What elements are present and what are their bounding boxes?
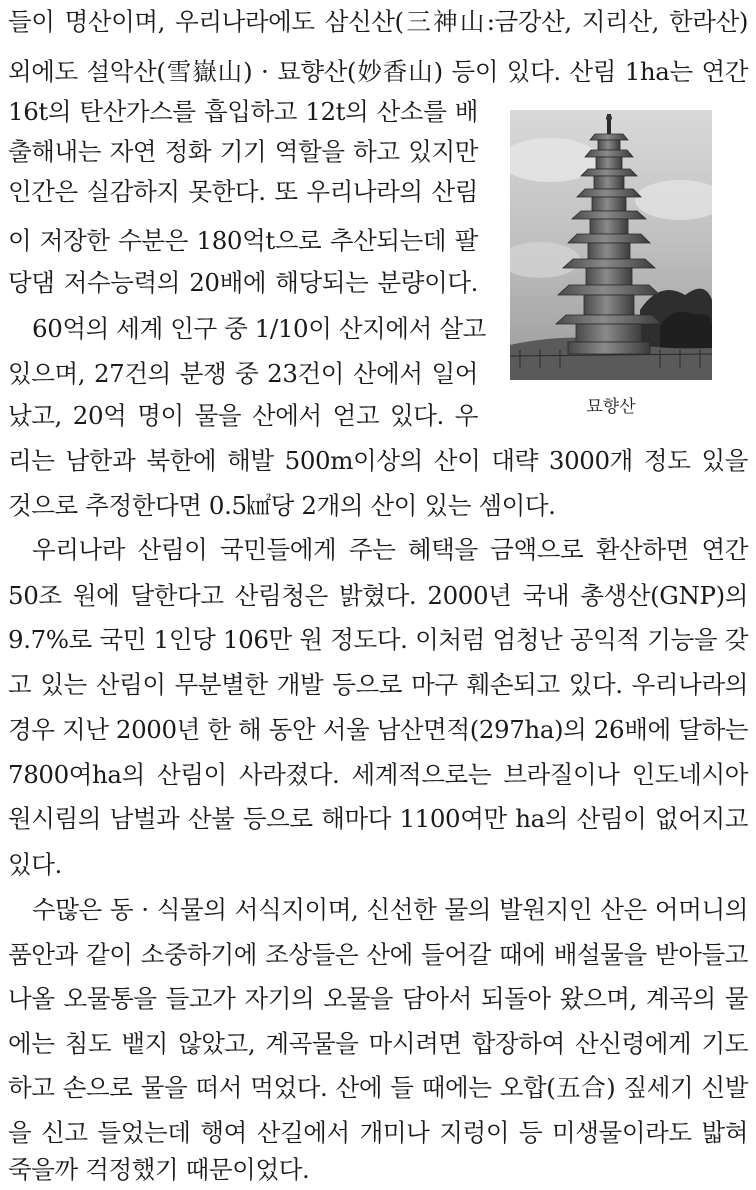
- body-line-6: 이 저장한 수분은 180억t으로 추산되는데 팔: [8, 226, 478, 255]
- body-line-23: 나올 오물통을 들고가 자기의 오물을 담아서 되돌아 왔으며, 계곡의 물: [8, 984, 748, 1013]
- body-line-26: 을 신고 들었는데 행여 산길에서 개미나 지렁이 등 미생물이라도 밟혀: [8, 1118, 748, 1147]
- body-line-8: 60억의 세계 인구 중 1/10이 산지에서 살고: [32, 314, 486, 343]
- body-line-11: 리는 남한과 북한에 해발 500m이상의 산이 대략 3000개 정도 있을: [8, 446, 748, 475]
- body-line-1: 들이 명산이며, 우리나라에도 삼신산(三神山:금강산, 지리산, 한라산): [8, 7, 748, 36]
- stone-pagoda-photo: [510, 110, 712, 380]
- body-line-9: 있으며, 27건의 분쟁 중 23건이 산에서 일어: [8, 359, 478, 388]
- body-line-16: 고 있는 산림이 무분별한 개발 등으로 마구 훼손되고 있다. 우리나라의: [8, 670, 748, 699]
- body-line-5: 인간은 실감하지 못한다. 또 우리나라의 산림: [8, 177, 478, 206]
- body-line-10: 났고, 20억 명이 물을 산에서 얻고 있다. 우: [8, 401, 478, 430]
- body-line-7: 당댐 저수능력의 20배에 해당되는 분량이다.: [8, 268, 478, 297]
- figure-caption: 묘향산: [586, 397, 636, 417]
- body-line-15: 9.7%로 국민 1인당 106만 원 정도다. 이처럼 엄청난 공익적 기능을 갖: [8, 625, 748, 654]
- body-line-2: 외에도 설악산(雪嶽山) · 묘향산(妙香山) 등이 있다. 산림 1ha는 연간: [8, 57, 748, 86]
- body-line-19: 원시림의 남벌과 산불 등으로 해마다 1100여만 ha의 산림이 없어지고: [8, 804, 748, 833]
- body-line-14: 50조 원에 달한다고 산림청은 밝혔다. 2000년 국내 총생산(GNP)의: [8, 581, 748, 610]
- body-line-12: 것으로 추정한다면 0.5㎢당 2개의 산이 있는 셈이다.: [8, 491, 556, 520]
- body-line-20: 있다.: [8, 850, 62, 879]
- body-line-17: 경우 지난 2000년 한 해 동안 서울 남산면적(297ha)의 26배에 달하는: [8, 715, 748, 744]
- body-line-22: 품안과 같이 소중하기에 조상들은 산에 들어갈 때에 배설물을 받아들고: [8, 940, 748, 969]
- body-line-3: 16t의 탄산가스를 흡입하고 12t의 산소를 배: [8, 97, 478, 126]
- body-line-25: 하고 손으로 물을 떠서 먹었다. 산에 들 때에는 오합(五合) 짚세기 신발: [8, 1073, 748, 1102]
- pagoda-figure: [510, 110, 712, 380]
- body-line-24: 에는 침도 뱉지 않았고, 계곡물을 마시려면 합장하여 산신령에게 기도: [8, 1029, 748, 1058]
- body-line-13: 우리나라 산림이 국민들에게 주는 혜택을 금액으로 환산하면 연간: [32, 535, 748, 564]
- body-line-21: 수많은 동 · 식물의 서식지이며, 신선한 물의 발원지인 산은 어머니의: [32, 895, 748, 924]
- body-line-18: 7800여ha의 산림이 사라졌다. 세계적으로는 브라질이나 인도네시아: [8, 760, 748, 789]
- body-line-27: 죽을까 걱정했기 때문이었다.: [8, 1155, 310, 1184]
- body-line-4: 출해내는 자연 정화 기기 역할을 하고 있지만: [8, 137, 478, 166]
